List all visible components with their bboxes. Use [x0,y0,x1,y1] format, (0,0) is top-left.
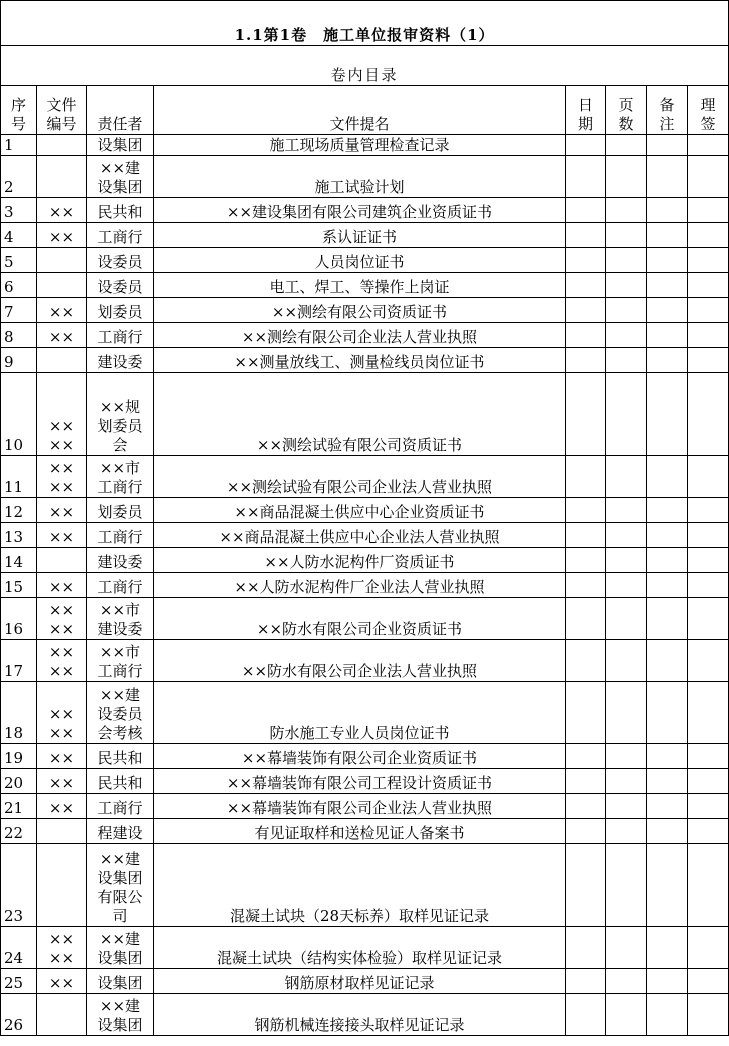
table-row [1,598,729,640]
table-row [1,298,729,323]
row-remark [647,573,688,598]
row-remark [647,348,688,373]
row-document-name: 人员岗位证书 [154,248,566,273]
row-date [566,744,606,769]
col-header-remark: 备 注 [647,86,688,135]
row-document-name: 防水施工专业人员岗位证书 [154,682,566,744]
row-responsible: 建设委 [87,348,154,373]
row-date [566,969,606,994]
row-document-name: 混凝土试块（结构实体检验）取样见证记录 [154,927,566,969]
row-file-code: ×× [37,969,87,994]
row-remark [647,223,688,248]
row-pages [606,135,647,156]
row-seq-number: 22 [1,819,37,844]
table-row [1,373,729,456]
col-header-pages: 页 数 [606,86,647,135]
row-document-name: 有见证取样和送检见证人备案书 [154,819,566,844]
row-remark [647,969,688,994]
row-remark [647,640,688,682]
row-sign [688,156,729,198]
row-date [566,794,606,819]
row-date [566,548,606,573]
row-seq-number: 5 [1,248,37,273]
table-row [1,198,729,223]
row-responsible: 设委员 [87,248,154,273]
row-sign [688,498,729,523]
row-date [566,198,606,223]
table-row [1,682,729,744]
row-file-code [37,348,87,373]
row-document-name: ××人防水泥构件厂资质证书 [154,548,566,573]
row-sign [688,640,729,682]
row-remark [647,927,688,969]
row-remark [647,598,688,640]
col-header-date: 日 期 [566,86,606,135]
col-header-responsible: 责任者 [87,86,154,135]
row-pages [606,548,647,573]
row-date [566,769,606,794]
row-sign [688,573,729,598]
row-seq-number: 19 [1,744,37,769]
table-row [1,769,729,794]
row-pages [606,769,647,794]
table-row [1,640,729,682]
row-sign [688,273,729,298]
row-pages [606,223,647,248]
row-seq-number: 7 [1,298,37,323]
row-remark [647,744,688,769]
row-seq-number: 16 [1,598,37,640]
row-remark [647,682,688,744]
row-remark [647,298,688,323]
row-sign [688,248,729,273]
table-row [1,927,729,969]
row-document-name: ××商品混凝土供应中心企业资质证书 [154,498,566,523]
row-pages [606,573,647,598]
row-date [566,640,606,682]
row-document-name: 施工试验计划 [154,156,566,198]
row-file-code: ×× [37,223,87,248]
row-sign [688,298,729,323]
row-document-name: 混凝土试块（28天标养）取样见证记录 [154,844,566,927]
row-responsible: 民共和 [87,769,154,794]
row-file-code [37,156,87,198]
row-pages [606,927,647,969]
row-seq-number: 24 [1,927,37,969]
row-seq-number: 23 [1,844,37,927]
row-file-code [37,548,87,573]
row-pages [606,156,647,198]
row-file-code [37,273,87,298]
row-sign [688,969,729,994]
row-sign [688,348,729,373]
row-responsible: ××建 设集团 [87,156,154,198]
row-seq-number: 1 [1,135,37,156]
row-seq-number: 6 [1,273,37,298]
row-sign [688,994,729,1036]
col-header-seq: 序 号 [1,86,37,135]
row-sign [688,794,729,819]
row-responsible: 工商行 [87,223,154,248]
row-seq-number: 25 [1,969,37,994]
row-file-code: ×× ×× [37,682,87,744]
row-file-code: ×× [37,769,87,794]
row-responsible: ××市 工商行 [87,640,154,682]
row-file-code: ×× [37,794,87,819]
row-sign [688,523,729,548]
row-remark [647,548,688,573]
row-date [566,598,606,640]
row-sign [688,769,729,794]
row-responsible: 工商行 [87,794,154,819]
column-header-row [1,86,729,135]
row-file-code: ×× [37,198,87,223]
row-pages [606,248,647,273]
row-remark [647,248,688,273]
row-pages [606,456,647,498]
row-remark [647,135,688,156]
row-file-code: ×× [37,498,87,523]
row-responsible: 工商行 [87,323,154,348]
table-row [1,523,729,548]
row-responsible: 建设委 [87,548,154,573]
row-document-name: 钢筋原材取样见证记录 [154,969,566,994]
row-remark [647,456,688,498]
row-sign [688,819,729,844]
row-remark [647,273,688,298]
row-responsible: 民共和 [87,198,154,223]
row-document-name: ××幕墙装饰有限公司企业法人营业执照 [154,794,566,819]
row-date [566,273,606,298]
row-pages [606,819,647,844]
row-file-code: ×× ×× [37,927,87,969]
table-row [1,994,729,1036]
row-seq-number: 26 [1,994,37,1036]
row-document-name: 钢筋机械连接接头取样见证记录 [154,994,566,1036]
row-seq-number: 4 [1,223,37,248]
volume-title: 1.1第1卷 施工单位报审资料（1） [1,1,729,46]
row-pages [606,498,647,523]
row-pages [606,198,647,223]
row-file-code: ×× ×× [37,598,87,640]
row-pages [606,598,647,640]
row-date [566,248,606,273]
row-sign [688,373,729,456]
row-document-name: ××防水有限公司企业法人营业执照 [154,640,566,682]
row-seq-number: 13 [1,523,37,548]
row-seq-number: 10 [1,373,37,456]
row-responsible: 划委员 [87,498,154,523]
row-remark [647,819,688,844]
row-pages [606,640,647,682]
row-date [566,223,606,248]
row-sign [688,135,729,156]
row-date [566,373,606,456]
row-sign [688,744,729,769]
table-row [1,498,729,523]
row-sign [688,548,729,573]
row-responsible: ××市 建设委 [87,598,154,640]
row-seq-number: 11 [1,456,37,498]
row-document-name: ××防水有限公司企业资质证书 [154,598,566,640]
row-seq-number: 15 [1,573,37,598]
row-seq-number: 8 [1,323,37,348]
row-document-name: ××测绘有限公司企业法人营业执照 [154,323,566,348]
row-pages [606,373,647,456]
table-row [1,548,729,573]
row-remark [647,523,688,548]
row-document-name: ××幕墙装饰有限公司工程设计资质证书 [154,769,566,794]
row-seq-number: 21 [1,794,37,819]
row-date [566,498,606,523]
row-sign [688,198,729,223]
row-sign [688,223,729,248]
row-date [566,994,606,1036]
catalog-subtitle: 卷内目录 [1,46,729,86]
row-remark [647,498,688,523]
row-file-code [37,819,87,844]
row-pages [606,273,647,298]
row-file-code: ×× ×× [37,640,87,682]
row-pages [606,744,647,769]
row-remark [647,769,688,794]
row-document-name: ××测绘试验有限公司企业法人营业执照 [154,456,566,498]
row-date [566,298,606,323]
row-responsible: 设集团 [87,135,154,156]
row-responsible: ××建 设集团 [87,927,154,969]
row-remark [647,794,688,819]
row-pages [606,844,647,927]
row-seq-number: 9 [1,348,37,373]
row-pages [606,348,647,373]
table-row [1,323,729,348]
table-row [1,135,729,156]
col-header-sign: 理 签 [688,86,729,135]
row-sign [688,682,729,744]
row-remark [647,156,688,198]
col-header-code: 文件 编号 [37,86,87,135]
table-row [1,348,729,373]
row-date [566,819,606,844]
row-file-code [37,994,87,1036]
col-header-document-name: 文件提名 [154,86,566,135]
row-date [566,348,606,373]
row-file-code [37,844,87,927]
row-responsible: ××建 设委员 会考核 [87,682,154,744]
row-document-name: ××测绘试验有限公司资质证书 [154,373,566,456]
row-document-name: ××建设集团有限公司建筑企业资质证书 [154,198,566,223]
row-document-name: 电工、焊工、等操作上岗证 [154,273,566,298]
row-file-code: ×× ×× [37,373,87,456]
row-responsible: 民共和 [87,744,154,769]
row-seq-number: 3 [1,198,37,223]
row-file-code: ×× [37,523,87,548]
row-date [566,573,606,598]
row-file-code: ×× ×× [37,456,87,498]
row-document-name: ××测绘有限公司资质证书 [154,298,566,323]
row-date [566,323,606,348]
row-pages [606,969,647,994]
row-seq-number: 20 [1,769,37,794]
row-seq-number: 2 [1,156,37,198]
row-sign [688,598,729,640]
row-pages [606,298,647,323]
row-seq-number: 14 [1,548,37,573]
table-row [1,223,729,248]
row-date [566,156,606,198]
row-responsible: ××建 设集团 有限公 司 [87,844,154,927]
table-row [1,744,729,769]
row-responsible: 工商行 [87,573,154,598]
row-pages [606,794,647,819]
row-seq-number: 12 [1,498,37,523]
row-responsible: 设委员 [87,273,154,298]
row-file-code [37,248,87,273]
row-seq-number: 17 [1,640,37,682]
table-row [1,456,729,498]
row-date [566,523,606,548]
row-date [566,135,606,156]
row-sign [688,927,729,969]
row-file-code: ×× [37,573,87,598]
row-responsible: 设集团 [87,969,154,994]
row-sign [688,844,729,927]
row-file-code: ×× [37,298,87,323]
row-sign [688,323,729,348]
row-remark [647,198,688,223]
row-date [566,844,606,927]
row-responsible: ××规 划委员 会 [87,373,154,456]
row-remark [647,373,688,456]
row-pages [606,323,647,348]
row-date [566,927,606,969]
row-document-name: 系认证证书 [154,223,566,248]
table-row [1,156,729,198]
row-pages [606,523,647,548]
table-row [1,273,729,298]
row-responsible: 工商行 [87,523,154,548]
row-document-name: 施工现场质量管理检查记录 [154,135,566,156]
row-document-name: ××人防水泥构件厂企业法人营业执照 [154,573,566,598]
row-sign [688,456,729,498]
row-responsible: ××建 设集团 [87,994,154,1036]
table-row [1,969,729,994]
table-row [1,248,729,273]
row-remark [647,994,688,1036]
row-document-name: ××商品混凝土供应中心企业法人营业执照 [154,523,566,548]
row-seq-number: 18 [1,682,37,744]
row-pages [606,994,647,1036]
row-file-code: ×× [37,744,87,769]
row-document-name: ××测量放线工、测量检线员岗位证书 [154,348,566,373]
row-responsible: 程建设 [87,819,154,844]
row-responsible: 划委员 [87,298,154,323]
row-remark [647,323,688,348]
table-row [1,794,729,819]
table-row [1,844,729,927]
row-date [566,682,606,744]
row-responsible: ××市 工商行 [87,456,154,498]
row-document-name: ××幕墙装饰有限公司企业资质证书 [154,744,566,769]
row-pages [606,682,647,744]
row-date [566,456,606,498]
table-row [1,573,729,598]
table-row [1,819,729,844]
row-file-code: ×× [37,323,87,348]
row-remark [647,844,688,927]
row-file-code [37,135,87,156]
